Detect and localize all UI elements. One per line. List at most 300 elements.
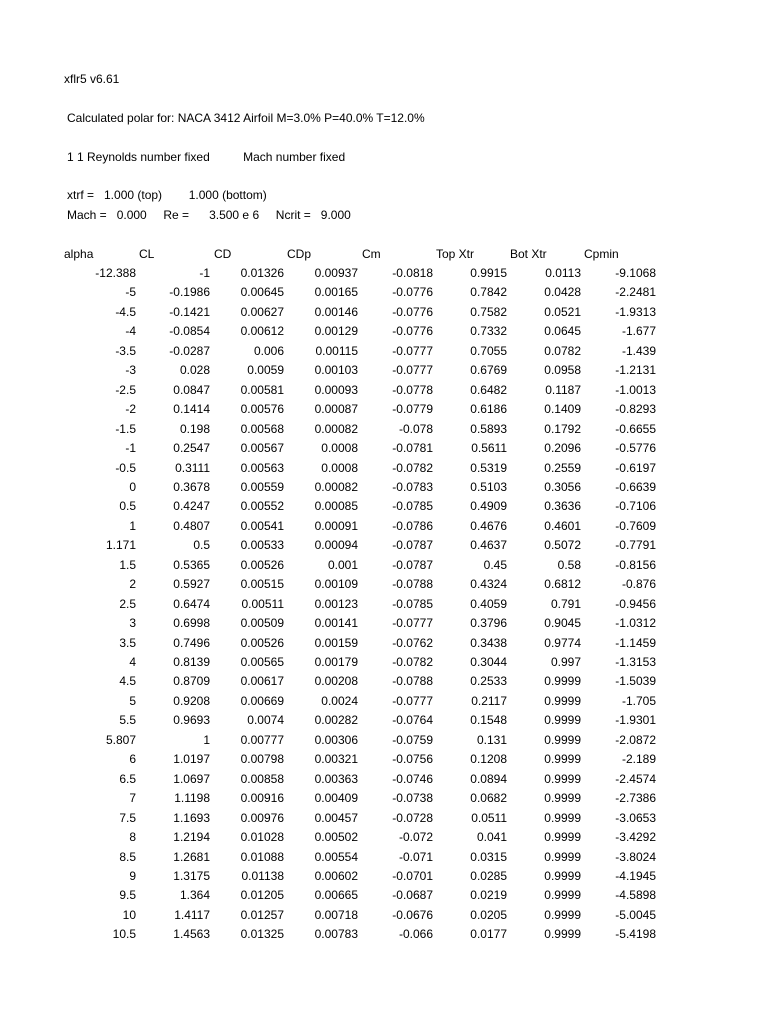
- cell-cdp: 0.00602: [314, 869, 358, 883]
- cell-cd: 0.01326: [240, 266, 284, 280]
- cell-cpmin: -0.6197: [615, 461, 656, 475]
- cell-bot-xtr: 0.9999: [544, 811, 581, 825]
- table-row: [0, 615, 768, 631]
- table-row: [0, 868, 768, 884]
- cell-cd: 0.00916: [240, 791, 284, 805]
- cell-cdp: 0.00159: [314, 636, 358, 650]
- cell-cm: -0.0776: [392, 324, 433, 338]
- cell-cd: 0.00515: [240, 577, 284, 591]
- cell-bot-xtr: 0.9999: [544, 694, 581, 708]
- cell-cd: 0.01257: [240, 908, 284, 922]
- cell-cpmin: -0.6655: [615, 422, 656, 436]
- cell-cm: -0.0777: [392, 344, 433, 358]
- cell-cm: -0.0787: [392, 538, 433, 552]
- cell-bot-xtr: 0.791: [550, 597, 581, 611]
- table-row: [0, 304, 768, 320]
- cell-cl: -1: [199, 266, 210, 280]
- cell-top-xtr: 0.0315: [470, 850, 507, 864]
- cell-bot-xtr: 0.58: [557, 558, 581, 572]
- cell-bot-xtr: 0.2559: [544, 461, 581, 475]
- cell-cm: -0.0777: [392, 363, 433, 377]
- cell-bot-xtr: 0.9999: [544, 733, 581, 747]
- cell-alpha: -3: [125, 363, 136, 377]
- table-row: [0, 576, 768, 592]
- table-row: [0, 323, 768, 339]
- cell-top-xtr: 0.45: [483, 558, 507, 572]
- cell-top-xtr: 0.041: [476, 830, 507, 844]
- cell-top-xtr: 0.1548: [470, 713, 507, 727]
- cell-cpmin: -4.5898: [615, 888, 656, 902]
- cell-cm: -0.0701: [392, 869, 433, 883]
- cell-cl: 1.4117: [174, 908, 210, 922]
- cell-top-xtr: 0.7332: [470, 324, 507, 338]
- cell-cdp: 0.00082: [314, 480, 358, 494]
- cell-cdp: 0.00141: [314, 616, 358, 630]
- col-header-cd: CD: [214, 247, 232, 261]
- col-header-alpha: alpha: [64, 247, 94, 261]
- cell-cl: 1.0697: [173, 772, 210, 786]
- cell-bot-xtr: 0.3636: [544, 499, 581, 513]
- cell-cpmin: -9.1068: [615, 266, 656, 280]
- cell-alpha: -3.5: [115, 344, 136, 358]
- cell-top-xtr: 0.6482: [470, 383, 507, 397]
- cell-cm: -0.0777: [392, 616, 433, 630]
- cell-cdp: 0.0008: [321, 441, 358, 455]
- cell-alpha: 3.5: [119, 636, 136, 650]
- cell-bot-xtr: 0.1409: [544, 402, 581, 416]
- cell-cdp: 0.00457: [314, 811, 358, 825]
- cell-cl: -0.0287: [169, 344, 210, 358]
- cell-cm: -0.0783: [392, 480, 433, 494]
- col-header-top-xtr: Top Xtr: [436, 247, 475, 261]
- cell-alpha: 2: [129, 577, 136, 591]
- cell-cm: -0.0776: [392, 285, 433, 299]
- cell-cd: 0.00526: [240, 558, 284, 572]
- cell-cd: 0.00777: [240, 733, 284, 747]
- cell-cl: 0.8709: [173, 674, 210, 688]
- cell-cl: -0.0854: [169, 324, 210, 338]
- table-row: [0, 421, 768, 437]
- table-row: [0, 751, 768, 767]
- cell-cdp: 0.00087: [314, 402, 358, 416]
- cell-alpha: 8: [129, 830, 136, 844]
- cell-cpmin: -1.9301: [615, 713, 656, 727]
- table-row: [0, 673, 768, 689]
- cell-bot-xtr: 0.0428: [544, 285, 581, 299]
- cell-top-xtr: 0.6186: [470, 402, 507, 416]
- cell-alpha: 1.171: [105, 538, 136, 552]
- cell-top-xtr: 0.5103: [470, 480, 507, 494]
- cell-cl: 1.3175: [173, 869, 210, 883]
- cell-top-xtr: 0.4059: [470, 597, 507, 611]
- cell-cm: -0.0687: [392, 888, 433, 902]
- cell-cd: 0.00669: [240, 694, 284, 708]
- cell-top-xtr: 0.2117: [471, 694, 507, 708]
- cell-cl: -0.1421: [169, 305, 210, 319]
- cell-cm: -0.072: [398, 830, 433, 844]
- cell-top-xtr: 0.6769: [470, 363, 507, 377]
- cell-alpha: 9.5: [119, 888, 136, 902]
- cell-bot-xtr: 0.4601: [544, 519, 581, 533]
- cell-cpmin: -5.0045: [615, 908, 656, 922]
- cell-cdp: 0.00094: [314, 538, 358, 552]
- cell-top-xtr: 0.4676: [470, 519, 507, 533]
- cell-cm: -0.0764: [392, 713, 433, 727]
- cell-cl: 0.6474: [173, 597, 210, 611]
- cell-cl: 0.0847: [173, 383, 210, 397]
- table-row: [0, 693, 768, 709]
- cell-cpmin: -1.439: [621, 344, 656, 358]
- cell-top-xtr: 0.5893: [470, 422, 507, 436]
- cell-cm: -0.0788: [392, 674, 433, 688]
- cell-cm: -0.0676: [392, 908, 433, 922]
- cell-top-xtr: 0.5319: [470, 461, 507, 475]
- cell-cl: 1.0197: [173, 752, 210, 766]
- cell-cd: 0.00798: [240, 752, 284, 766]
- cell-cl: 0.9208: [173, 694, 210, 708]
- table-row: [0, 343, 768, 359]
- column-header-row: [0, 247, 768, 261]
- cell-bot-xtr: 0.2096: [544, 441, 581, 455]
- cell-cm: -0.0762: [392, 636, 433, 650]
- cell-alpha: -1: [125, 441, 136, 455]
- cell-cdp: 0.00321: [314, 752, 358, 766]
- table-row: [0, 887, 768, 903]
- cell-bot-xtr: 0.9999: [544, 927, 581, 941]
- cell-cl: 0.3111: [175, 461, 210, 475]
- cell-cpmin: -3.8024: [615, 850, 656, 864]
- cell-cpmin: -0.5776: [615, 441, 656, 455]
- cell-cl: 0.9693: [173, 713, 210, 727]
- cell-cdp: 0.00208: [314, 674, 358, 688]
- cell-cm: -0.0778: [392, 383, 433, 397]
- cell-alpha: 8.5: [119, 850, 136, 864]
- cell-cl: 0.028: [179, 363, 210, 377]
- cell-cdp: 0.00409: [314, 791, 358, 805]
- cell-cpmin: -1.0013: [615, 383, 656, 397]
- cell-cl: 0.4807: [173, 519, 210, 533]
- cell-cdp: 0.00129: [314, 324, 358, 338]
- cell-top-xtr: 0.1208: [470, 752, 507, 766]
- cell-cdp: 0.00179: [314, 655, 358, 669]
- cell-cpmin: -1.2131: [615, 363, 656, 377]
- cell-cdp: 0.001: [327, 558, 358, 572]
- cell-alpha: 5.5: [119, 713, 136, 727]
- table-row: [0, 771, 768, 787]
- cell-cdp: 0.00306: [314, 733, 358, 747]
- table-row: [0, 382, 768, 398]
- col-header-cdp: CDp: [287, 247, 312, 261]
- cell-cm: -0.0782: [392, 655, 433, 669]
- cell-cd: 0.00858: [240, 772, 284, 786]
- cell-alpha: -0.5: [115, 461, 136, 475]
- params-line: Mach = 0.000 Re = 3.500 e 6 Ncrit = 9.000: [67, 208, 351, 222]
- cell-alpha: -4: [125, 324, 136, 338]
- table-row: [0, 829, 768, 845]
- version-line: xflr5 v6.61: [64, 72, 120, 86]
- cell-cpmin: -0.6639: [615, 480, 656, 494]
- cell-cl: 0.6998: [173, 616, 210, 630]
- cell-alpha: 5.807: [105, 733, 136, 747]
- cell-bot-xtr: 0.0521: [544, 305, 581, 319]
- cell-alpha: 5: [129, 694, 136, 708]
- cell-cm: -0.0777: [392, 694, 433, 708]
- cell-cl: 0.3678: [173, 480, 210, 494]
- cell-cdp: 0.00937: [314, 266, 358, 280]
- cell-bot-xtr: 0.9999: [544, 791, 581, 805]
- cell-top-xtr: 0.0205: [470, 908, 507, 922]
- cell-alpha: 1: [129, 519, 136, 533]
- reynolds-line: 1 1 Reynolds number fixed Mach number fixed: [67, 150, 346, 164]
- cell-cd: 0.00567: [240, 441, 284, 455]
- cell-top-xtr: 0.0894: [470, 772, 507, 786]
- cell-cdp: 0.00123: [314, 597, 358, 611]
- cell-cpmin: -5.4198: [615, 927, 656, 941]
- cell-cm: -0.0818: [392, 266, 433, 280]
- cell-top-xtr: 0.4637: [470, 538, 507, 552]
- cell-bot-xtr: 0.3056: [544, 480, 581, 494]
- cell-alpha: 1.5: [119, 558, 136, 572]
- cell-alpha: -5: [125, 285, 136, 299]
- cell-cpmin: -0.8156: [615, 558, 656, 572]
- cell-cd: 0.0059: [247, 363, 284, 377]
- cell-cl: 0.8139: [173, 655, 210, 669]
- cell-cdp: 0.00115: [315, 344, 358, 358]
- cell-cm: -0.066: [398, 927, 433, 941]
- table-row: [0, 440, 768, 456]
- cell-cd: 0.01028: [240, 830, 284, 844]
- cell-cdp: 0.00665: [314, 888, 358, 902]
- cell-cd: 0.00617: [240, 674, 284, 688]
- cell-cl: -0.1986: [169, 285, 210, 299]
- cell-cd: 0.00612: [240, 324, 284, 338]
- cell-cl: 1.2194: [173, 830, 210, 844]
- cell-alpha: 2.5: [119, 597, 136, 611]
- cell-alpha: 7.5: [119, 811, 136, 825]
- cell-cd: 0.00568: [240, 422, 284, 436]
- cell-cdp: 0.00146: [314, 305, 358, 319]
- cell-cd: 0.00563: [240, 461, 284, 475]
- cell-alpha: 6.5: [119, 772, 136, 786]
- cell-cd: 0.01325: [240, 927, 284, 941]
- table-row: [0, 849, 768, 865]
- cell-cl: 1.1198: [174, 791, 210, 805]
- table-row: [0, 654, 768, 670]
- cell-top-xtr: 0.5611: [471, 441, 507, 455]
- cell-cdp: 0.00085: [314, 499, 358, 513]
- cell-cm: -0.0785: [392, 499, 433, 513]
- cell-bot-xtr: 0.6812: [544, 577, 581, 591]
- cell-cm: -0.0788: [392, 577, 433, 591]
- cell-bot-xtr: 0.9999: [544, 869, 581, 883]
- table-row: [0, 537, 768, 553]
- cell-cpmin: -1.5039: [615, 674, 656, 688]
- cell-top-xtr: 0.7055: [470, 344, 507, 358]
- cell-cd: 0.00645: [240, 285, 284, 299]
- cell-cd: 0.00511: [241, 597, 284, 611]
- cell-cd: 0.01088: [240, 850, 284, 864]
- cell-alpha: 4.5: [119, 674, 136, 688]
- cell-top-xtr: 0.0285: [470, 869, 507, 883]
- cell-bot-xtr: 0.0645: [544, 324, 581, 338]
- cell-cpmin: -2.0872: [615, 733, 656, 747]
- cell-cpmin: -0.9456: [615, 597, 656, 611]
- cell-cdp: 0.00783: [314, 927, 358, 941]
- cell-cl: 0.7496: [173, 636, 210, 650]
- cell-cm: -0.0776: [392, 305, 433, 319]
- cell-cd: 0.00627: [240, 305, 284, 319]
- cell-alpha: 0.5: [119, 499, 136, 513]
- cell-cm: -0.071: [398, 850, 433, 864]
- cell-alpha: 4: [129, 655, 136, 669]
- cell-cm: -0.0785: [392, 597, 433, 611]
- cell-cl: 0.2547: [173, 441, 210, 455]
- cell-cdp: 0.00554: [314, 850, 358, 864]
- col-header-cm: Cm: [362, 247, 381, 261]
- table-row: [0, 518, 768, 534]
- cell-cpmin: -2.4574: [615, 772, 656, 786]
- cell-alpha: 0: [129, 480, 136, 494]
- col-header-bot-xtr: Bot Xtr: [510, 247, 547, 261]
- cell-cpmin: -0.8293: [615, 402, 656, 416]
- cell-cpmin: -4.1945: [615, 869, 656, 883]
- cell-alpha: 6: [129, 752, 136, 766]
- cell-cpmin: -0.876: [621, 577, 656, 591]
- cell-bot-xtr: 0.997: [550, 655, 581, 669]
- cell-alpha: 7: [129, 791, 136, 805]
- cell-cdp: 0.00103: [314, 363, 358, 377]
- cell-cd: 0.00526: [240, 636, 284, 650]
- cell-cpmin: -0.7106: [615, 499, 656, 513]
- cell-cl: 1.4563: [173, 927, 210, 941]
- cell-cd: 0.00533: [240, 538, 284, 552]
- cell-cd: 0.00976: [240, 811, 284, 825]
- cell-cd: 0.006: [253, 344, 284, 358]
- col-header-cl: CL: [139, 247, 155, 261]
- cell-cd: 0.00565: [240, 655, 284, 669]
- polar-title: Calculated polar for: NACA 3412 Airfoil M=3.0% P=40.0% T=12.0%: [67, 111, 425, 125]
- cell-cpmin: -3.0653: [615, 811, 656, 825]
- cell-cd: 0.00541: [240, 519, 284, 533]
- cell-top-xtr: 0.0511: [471, 811, 507, 825]
- cell-alpha: 3: [129, 616, 136, 630]
- cell-cl: 1.1693: [173, 811, 210, 825]
- table-row: [0, 712, 768, 728]
- cell-cdp: 0.0024: [321, 694, 358, 708]
- cell-top-xtr: 0.7842: [470, 285, 507, 299]
- table-row: [0, 596, 768, 612]
- table-row: [0, 907, 768, 923]
- cell-cpmin: -2.7386: [615, 791, 656, 805]
- cell-cm: -0.0786: [392, 519, 433, 533]
- cell-top-xtr: 0.3438: [470, 636, 507, 650]
- cell-cpmin: -1.677: [621, 324, 656, 338]
- cell-top-xtr: 0.3044: [470, 655, 507, 669]
- cell-cm: -0.0781: [392, 441, 433, 455]
- table-row: [0, 926, 768, 942]
- table-row: [0, 460, 768, 476]
- cell-bot-xtr: 0.9774: [544, 636, 581, 650]
- table-row: [0, 498, 768, 514]
- cell-alpha: -2.5: [115, 383, 136, 397]
- cell-cm: -0.0782: [392, 461, 433, 475]
- cell-bot-xtr: 0.9999: [544, 850, 581, 864]
- cell-cm: -0.0756: [392, 752, 433, 766]
- table-row: [0, 265, 768, 281]
- cell-top-xtr: 0.4324: [470, 577, 507, 591]
- cell-cl: 0.5: [193, 538, 210, 552]
- cell-alpha: 10.5: [112, 927, 136, 941]
- cell-top-xtr: 0.0682: [470, 791, 507, 805]
- cell-bot-xtr: 0.0113: [545, 266, 581, 280]
- cell-alpha: -4.5: [115, 305, 136, 319]
- cell-cdp: 0.00082: [314, 422, 358, 436]
- cell-cdp: 0.00718: [314, 908, 358, 922]
- cell-bot-xtr: 0.1187: [545, 383, 581, 397]
- cell-cm: -0.0738: [392, 791, 433, 805]
- cell-cpmin: -2.189: [621, 752, 656, 766]
- cell-cd: 0.00576: [240, 402, 284, 416]
- cell-bot-xtr: 0.9999: [544, 674, 581, 688]
- cell-cpmin: -1.705: [621, 694, 656, 708]
- cell-cm: -0.078: [398, 422, 433, 436]
- cell-alpha: 9: [129, 869, 136, 883]
- cell-top-xtr: 0.0219: [470, 888, 507, 902]
- table-row: [0, 557, 768, 573]
- cell-cdp: 0.00363: [314, 772, 358, 786]
- cell-cd: 0.01138: [241, 869, 284, 883]
- cell-alpha: 10: [122, 908, 136, 922]
- cell-bot-xtr: 0.9999: [544, 888, 581, 902]
- cell-top-xtr: 0.2533: [470, 674, 507, 688]
- cell-cm: -0.0779: [392, 402, 433, 416]
- cell-cpmin: -1.3153: [615, 655, 656, 669]
- cell-cl: 0.5927: [173, 577, 210, 591]
- cell-cl: 0.1414: [173, 402, 210, 416]
- cell-cpmin: -2.2481: [615, 285, 656, 299]
- cell-top-xtr: 0.131: [476, 733, 507, 747]
- cell-cpmin: -3.4292: [615, 830, 656, 844]
- cell-cd: 0.0074: [247, 713, 284, 727]
- cell-cd: 0.00552: [240, 499, 284, 513]
- cell-top-xtr: 0.0177: [470, 927, 507, 941]
- table-row: [0, 810, 768, 826]
- cell-cpmin: -1.9313: [615, 305, 656, 319]
- cell-cl: 0.198: [179, 422, 210, 436]
- col-header-cpmin: Cpmin: [584, 247, 619, 261]
- cell-cd: 0.00581: [240, 383, 284, 397]
- cell-cdp: 0.00165: [314, 285, 358, 299]
- cell-alpha: -12.388: [95, 266, 136, 280]
- table-row: [0, 635, 768, 651]
- cell-cdp: 0.00093: [314, 383, 358, 397]
- cell-cd: 0.00559: [240, 480, 284, 494]
- cell-cdp: 0.00109: [314, 577, 358, 591]
- cell-top-xtr: 0.7582: [470, 305, 507, 319]
- table-row: [0, 790, 768, 806]
- cell-cl: 1: [203, 733, 210, 747]
- cell-cpmin: -1.0312: [615, 616, 656, 630]
- cell-cpmin: -0.7791: [615, 538, 656, 552]
- table-row: [0, 732, 768, 748]
- table-row: [0, 362, 768, 378]
- cell-bot-xtr: 0.9999: [544, 752, 581, 766]
- cell-cm: -0.0728: [392, 811, 433, 825]
- cell-cdp: 0.00502: [314, 830, 358, 844]
- cell-bot-xtr: 0.0782: [544, 344, 581, 358]
- cell-bot-xtr: 0.9999: [544, 713, 581, 727]
- table-row: [0, 479, 768, 495]
